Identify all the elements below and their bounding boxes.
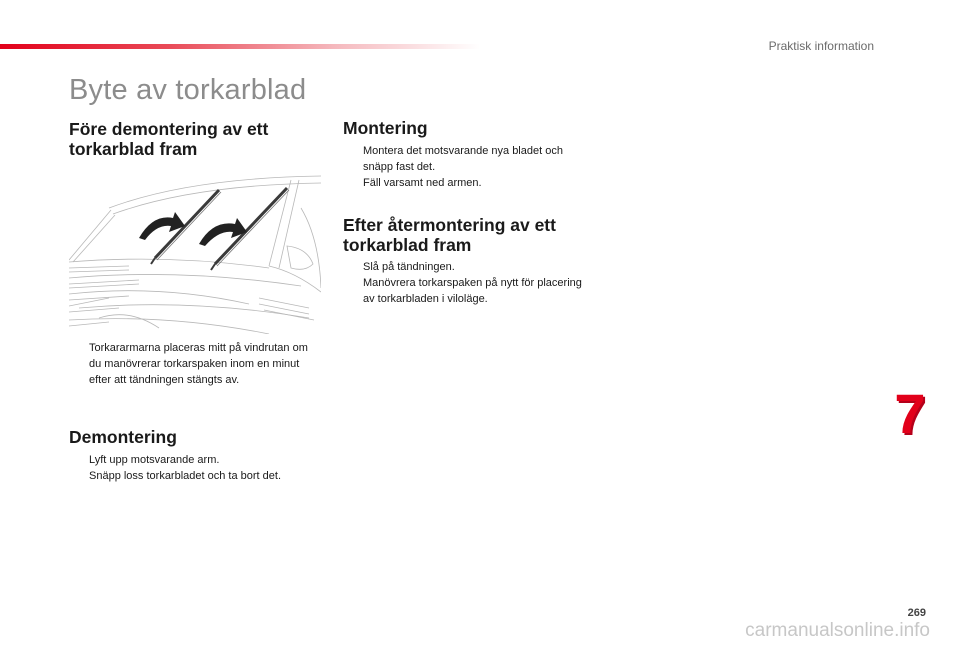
before-removal-heading: Före demontering av ett torkarblad fram — [69, 119, 269, 159]
section-header: Praktisk information — [768, 39, 874, 53]
list-item: Slå på tändningen. — [363, 261, 455, 273]
list-item: Lyft upp motsvarande arm. — [89, 454, 220, 466]
list-item: Snäpp loss torkarbladet och ta bort det. — [89, 470, 282, 482]
list-item: Montera det motsvarande nya bladet och snäpp fast det. — [363, 145, 563, 173]
list-item: Fäll varsamt ned armen. — [363, 177, 482, 189]
list-item: Manövrera torkarspaken på nytt för placering av torkarbladen i viloläge. — [363, 277, 582, 305]
header-accent-bar — [0, 44, 480, 49]
after-refitting-heading: Efter återmontering av ett torkarblad fram — [343, 215, 556, 255]
removal-heading: Demontering — [69, 427, 177, 447]
after-refitting-list — [343, 259, 593, 307]
list-item: Torkararmarna placeras mitt på vindrutan om du manövrerar torkarspaken inom en minut efter att tändningen stängts av. — [89, 342, 308, 386]
chapter-number: 7 — [894, 382, 926, 445]
page-number: 269 — [907, 607, 926, 619]
before-removal-list — [69, 340, 321, 388]
windshield-wiper-illustration — [69, 168, 321, 334]
fitting-list — [343, 143, 593, 191]
removal-list — [69, 452, 321, 484]
watermark: carmanualsonline.info — [745, 620, 930, 641]
page-title: Byte av torkarblad — [69, 74, 307, 106]
fitting-heading: Montering — [343, 118, 428, 138]
